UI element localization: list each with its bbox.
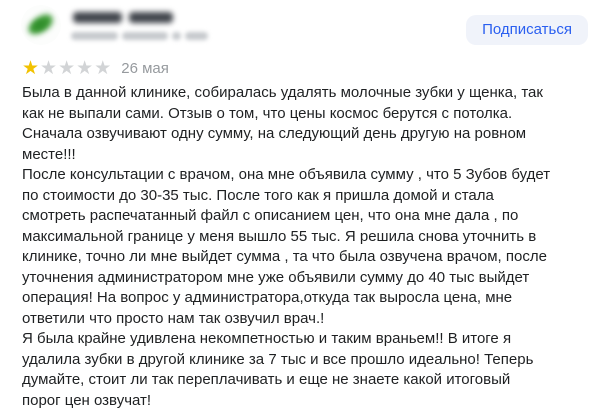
user-avatar[interactable]	[21, 5, 61, 45]
review-text-line: максимальной границе у меня вышло 55 тыс. Я решила снова уточнить в	[22, 227, 537, 245]
review-text-line: уточнения администратором мне уже объявили сумму до 40 тыс выйдет	[22, 268, 530, 286]
star-rating	[22, 59, 111, 78]
review-text-line: порог цен озвучат!	[22, 391, 152, 409]
star-icon: ★	[22, 58, 40, 79]
review-text-line: Я была крайне удивлена некомпетностью и таким враньем!! В итоге я	[22, 330, 512, 347]
review-text-line: как не выпали сами. Отзыв о том, что цены космос берутся с потолка.	[22, 104, 513, 122]
review-text-line: ответили что просто нам так озвучил врач.!	[22, 309, 325, 327]
review-date: 26 мая	[121, 60, 169, 77]
subscribe-button[interactable]: Подписаться	[466, 15, 588, 45]
review-text-line: думайте, стоит ли так переплачивать и еще не знаете какой итоговый	[22, 371, 511, 388]
review-text-line: Была в данной клинике, собиралась удалять молочные зубки у щенка, так	[22, 84, 543, 101]
star-icon: ★	[40, 58, 58, 79]
review-text	[22, 83, 602, 411]
review-text-line: смотреть распечатанный файл с описанием цен, что она мне дала , по	[22, 207, 519, 224]
star-icon: ★	[76, 58, 94, 79]
star-icon: ★	[94, 58, 112, 79]
review-text-line: удалила зубки в другой клинике за 7 тыс и все прошло идеально! Теперь	[22, 350, 534, 368]
user-status-blurred	[122, 32, 168, 40]
review-text-line: месте!!!	[22, 145, 76, 163]
review-text-line: клинике, точно ли мне выйдет сумма , та что была озвучена врачом, после	[22, 248, 547, 265]
user-status-blurred	[172, 32, 181, 40]
rating-row	[22, 59, 169, 78]
user-name-blurred[interactable]	[73, 12, 122, 23]
review-text-line: по стоимости до 30-35 тыс. После того как я пришла домой и стала	[22, 186, 494, 204]
review-text-line: Сначала озвучивают одну сумму, на следующий день другую на ровном	[22, 125, 527, 142]
review-text-line: операция! На вопрос у администратора,откуда так выросла цена, мне	[22, 289, 513, 306]
review-text-line: После консультации с врачом, она мне объявила сумму , что 5 Зубов будет	[22, 166, 551, 183]
user-name-blurred[interactable]	[129, 12, 173, 23]
user-status-blurred	[185, 32, 208, 40]
user-status-blurred	[71, 32, 118, 40]
star-icon: ★	[58, 58, 76, 79]
